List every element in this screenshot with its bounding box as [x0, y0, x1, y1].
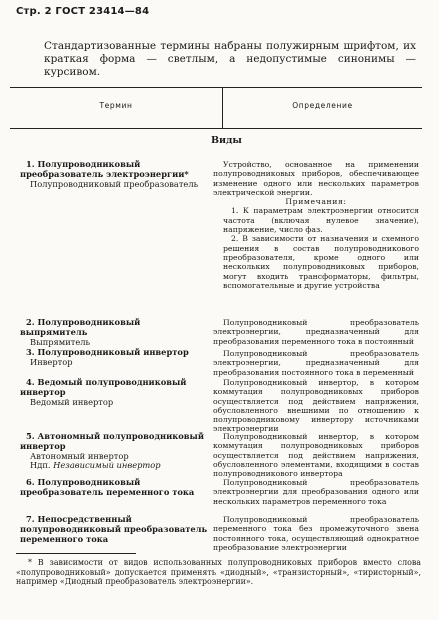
term-name: 5. Автономный полупроводниковый инвертор: [20, 431, 204, 451]
notes-heading: Примечания:: [285, 197, 347, 207]
definition-cell: [213, 432, 419, 478]
term-name: 3. Полупроводниковый инвертор: [26, 347, 189, 357]
term-cell: [20, 515, 210, 544]
term-short-form: Выпрямитель: [30, 336, 91, 347]
forbidden-term: Независимый инвертор: [53, 460, 161, 471]
term-name: 6. Полупроводниковый преобразователь переменного тока: [20, 477, 195, 497]
table-header: [10, 87, 422, 129]
intro-paragraph: Стандартизованные термины набраны полужирным шрифтом, их краткая форма — светлым, а недопустимые синонимы — курсивом.: [44, 40, 416, 78]
definition-text: Полупроводниковый преобразователь электроэнергии, предназначенный для преобразования постоянного тока в переменный: [213, 349, 419, 377]
term-name: 2. Полупроводниковый выпрямитель: [20, 317, 141, 337]
section-heading: Виды: [211, 135, 242, 146]
note-item: 2. В зависимости от назначения и схемного решения в состав полупроводникового преобразователя, кроме одного или нескольких полупроводниковых приборов, могут входить трансформаторы, фильтры, вспомогательные и другие устройства: [223, 234, 419, 290]
term-cell: [20, 318, 210, 347]
term-short-form: Полупроводниковый преобразователь: [30, 178, 199, 189]
definition-text: Полупроводниковый преобразователь переменного тока без промежуточного звена постоянного тока, осуществляющий однократное преобразование электроэнергии: [213, 515, 419, 552]
definition-text: Полупроводниковый инвертор, в котором коммутация полупроводниковых приборов осуществляется под действием напряжения, обусловленного элементами, входящими в состав полупроводникового инвертора: [213, 432, 419, 479]
term-name: 7. Непосредственный полупроводниковый преобразователь переменного тока: [20, 514, 208, 544]
definition-cell: [213, 349, 419, 377]
definition-cell: [213, 515, 419, 552]
term-name: 4. Ведомый полупроводниковый инвертор: [20, 377, 187, 397]
term-cell: [20, 478, 210, 498]
term-cell: [20, 160, 210, 189]
page-label: Стр. 2 ГОСТ 23414—84: [16, 6, 150, 17]
definition-cell: [213, 478, 419, 506]
forbidden-prefix: Ндп.: [30, 460, 51, 471]
definition-text: Полупроводниковый инвертор, в котором коммутация полупроводниковых приборов осуществляется под действием напряжения, обусловленного внешними по отношению к полупроводниковому инвертору источниками электроэнергии: [213, 378, 419, 434]
definition-cell: [213, 318, 419, 346]
column-header-terms: Термин: [99, 101, 133, 110]
forbidden-synonym: [20, 461, 210, 471]
definition-text: Полупроводниковый преобразователь электроэнергии, предназначенный для преобразования переменного тока в постоянный: [213, 318, 419, 346]
term-short-form: Автономный инвертор: [30, 450, 129, 461]
definition-text: Полупроводниковый преобразователь электроэнергии для преобразования одного или нескольких параметров переменного тока: [213, 478, 419, 506]
term-short-form: Ведомый инвертор: [30, 396, 114, 407]
footnote-rule: [16, 553, 136, 554]
definition-text: Устройство, основанное на применении полупроводниковых приборов, обеспечивающее изменение одного или нескольких параметров электрической энергии.: [213, 160, 419, 197]
term-cell: [20, 432, 210, 471]
term-cell: [20, 378, 210, 407]
definition-cell: [213, 378, 419, 434]
definition-cell: [213, 160, 419, 290]
term-name: 1. Полупроводниковый преобразователь электроэнергии*: [20, 159, 189, 179]
term-short-form: Инвертор: [30, 356, 73, 367]
footnote: * В зависимости от видов использованных полупроводниковых приборов вместо слова «полупроводниковый» допускается применять «диодный», «транзисторный», «тиристорный», например «Диодный преобразователь электроэнергии».: [16, 558, 421, 587]
term-cell: [20, 348, 210, 368]
column-header-definition: Определение: [292, 101, 353, 110]
note-item: 1. К параметрам электроэнергии относится частота (включая нулевое значение), напряжение, число фаз.: [223, 206, 419, 235]
